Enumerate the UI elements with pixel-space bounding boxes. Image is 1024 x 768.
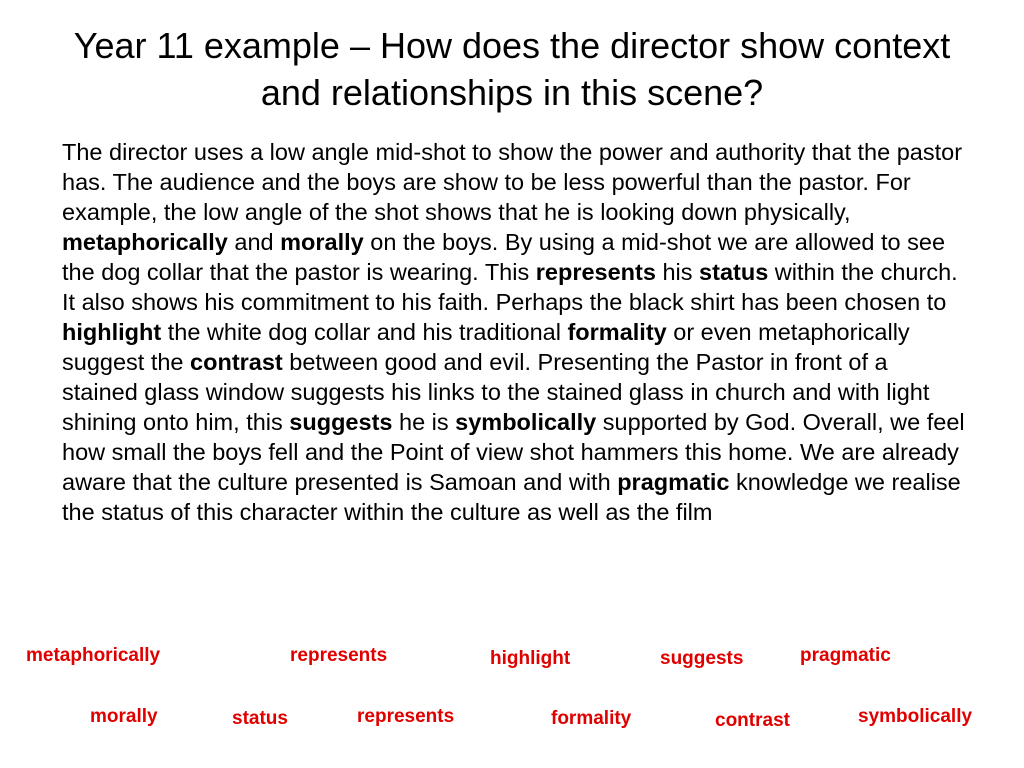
bold-term: formality: [567, 319, 667, 345]
bold-term: contrast: [190, 349, 283, 375]
keyword-label: represents: [290, 645, 388, 666]
bold-term: metaphorically: [62, 229, 228, 255]
text-run: The director uses a low angle mid-shot to show the power and authority that the pastor has. The audience and the boys are show to be less powerful than the pastor. For example, the low angle of the shot shows that he is looking down physically,: [62, 139, 963, 225]
keyword-label: metaphorically: [26, 645, 161, 666]
text-run: knowledge we realise the status of this character within the culture as well as the film: [62, 469, 961, 525]
bold-term: morally: [280, 229, 364, 255]
text-run: or even metaphorically suggest the: [62, 319, 910, 375]
bold-term: suggests: [289, 409, 393, 435]
bold-term: highlight: [62, 319, 162, 345]
text-run: within the church. It also shows his commitment to his faith. Perhaps the black shirt has been chosen to: [62, 259, 958, 315]
text-run: on the boys. By using a mid-shot we are allowed to see the dog collar that the pastor is wearing. This: [62, 229, 946, 285]
keyword-label: contrast: [715, 710, 790, 731]
keyword-label: formality: [551, 708, 632, 729]
text-run: between good and evil. Presenting the Pastor in front of a stained glass window suggests his links to the stained glass in church and with light shining onto him, this: [62, 349, 930, 435]
keyword-label: suggests: [660, 648, 744, 669]
bold-term: represents: [535, 259, 656, 285]
text-run: the white dog collar and his traditional: [161, 319, 568, 345]
bold-term: symbolically: [455, 409, 597, 435]
text-run: he is: [392, 409, 456, 435]
bold-term: pragmatic: [617, 469, 730, 495]
text-run: his: [655, 259, 700, 285]
keyword-label: symbolically: [858, 706, 973, 727]
body-paragraph: [62, 137, 968, 527]
keyword-label: morally: [90, 706, 158, 727]
keyword-label: highlight: [490, 648, 571, 669]
slide-title: Year 11 example – How does the director show context and relationships in this scene?: [73, 25, 951, 113]
keyword-label: pragmatic: [800, 645, 891, 666]
text-run: and: [227, 229, 281, 255]
text-run: supported by God. Overall, we feel how small the boys fell and the Point of view shot hammers this home. We are already aware that the culture presented is Samoan and with: [62, 409, 965, 495]
bold-term: status: [699, 259, 769, 285]
keyword-label: status: [232, 708, 288, 729]
keyword-label: represents: [357, 706, 455, 727]
